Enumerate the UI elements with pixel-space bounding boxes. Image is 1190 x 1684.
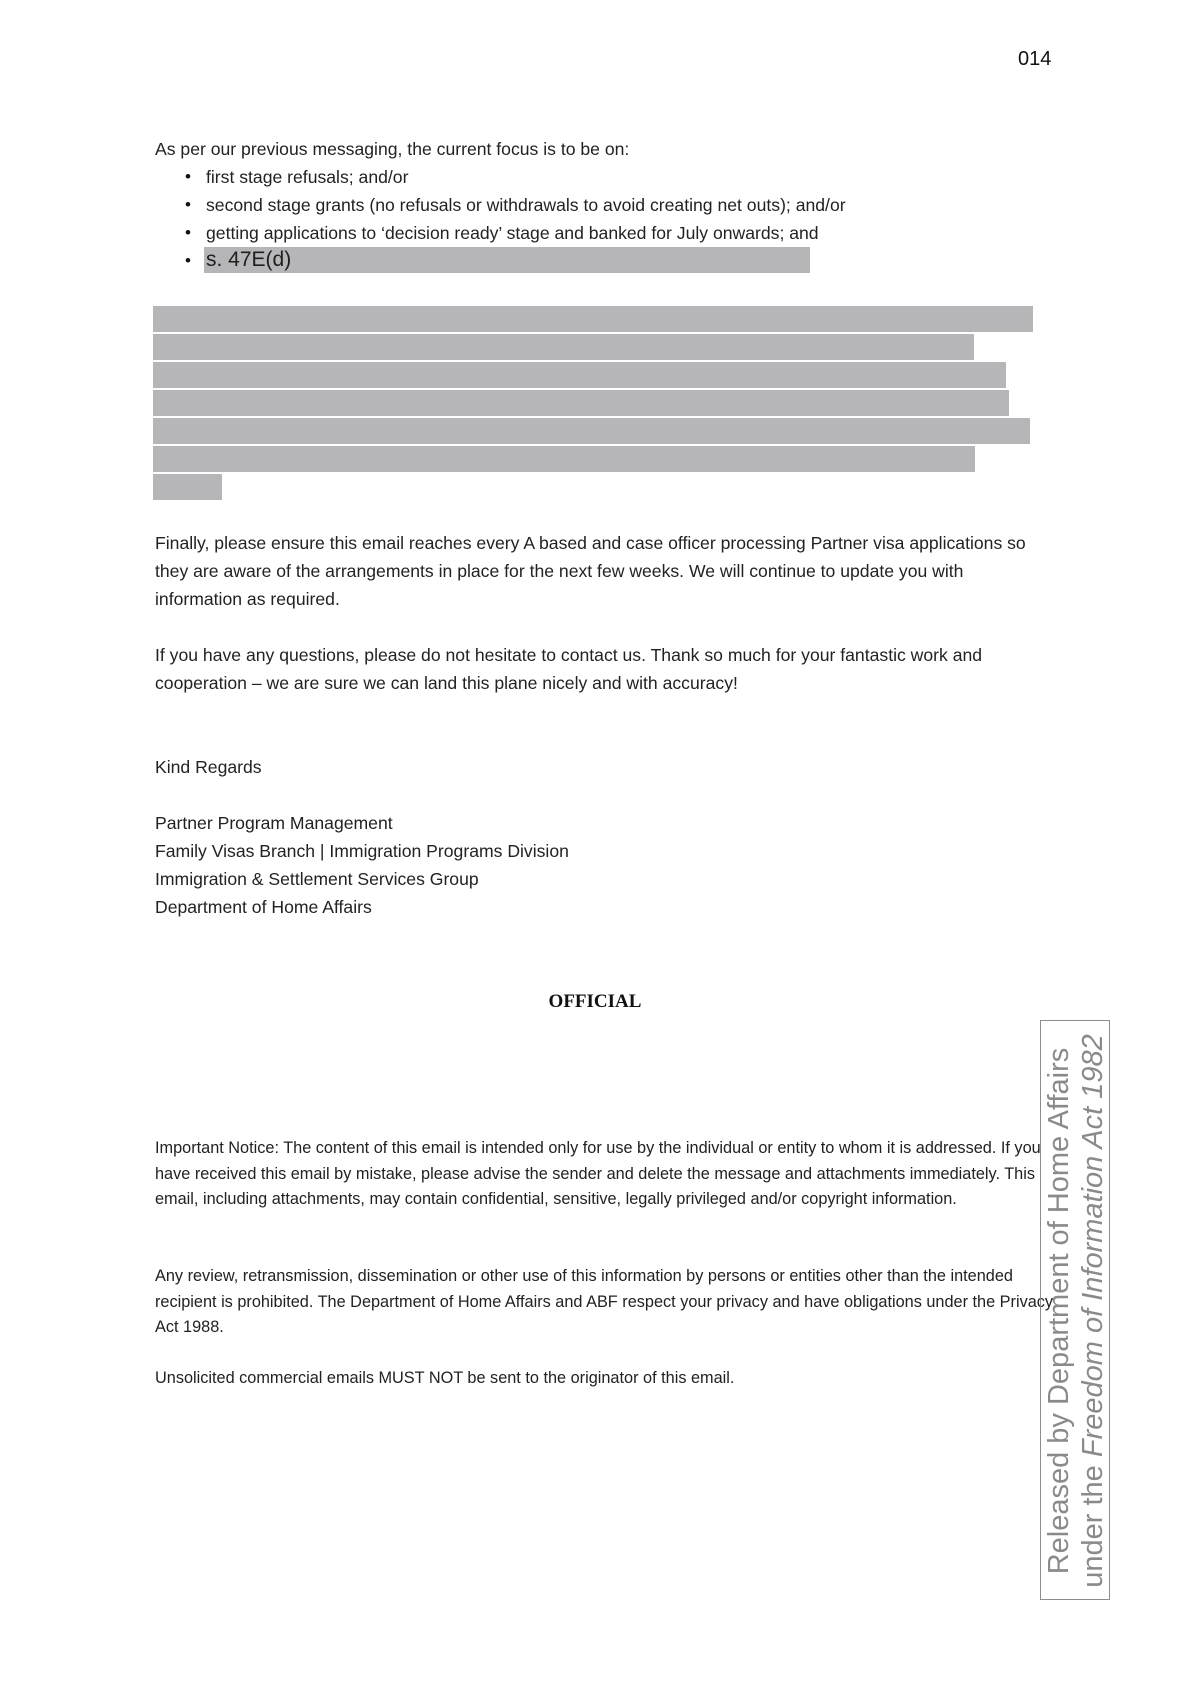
important-notice: Important Notice: The content of this email is intended only for use by the individual or entity to whom it is addressed. If you have received this email by mistake, please advise the sender and delete the message and attachments immediately. This email, including attachments, may contain confidential, sensitive, legally privileged and/or copyright information.	[155, 1139, 1041, 1208]
redaction-label: s. 47E(d)	[204, 247, 810, 273]
list-item: • getting applications to ‘decision ready’ stage and banked for July onwards; and	[155, 219, 846, 247]
list-item: • first stage refusals; and/or	[155, 163, 846, 191]
stamp-line	[1076, 1021, 1110, 1601]
redaction-bar	[153, 334, 974, 360]
redaction-bar	[153, 306, 1033, 332]
questions-paragraph: If you have any questions, please do not hesitate to contact us. Thank so much for your fantastic work and cooperation – we are sure we can land this plane nicely and with accuracy!	[155, 645, 983, 693]
unsolicited-notice: Unsolicited commercial emails MUST NOT be sent to the originator of this email.	[155, 1369, 735, 1387]
closing-regards: Kind Regards	[155, 757, 262, 777]
redaction-bar	[153, 418, 1030, 444]
signature-block	[155, 809, 1055, 921]
classification-label: OFFICIAL	[548, 991, 642, 1012]
redaction-bar	[153, 390, 1009, 416]
signature-line: Partner Program Management	[155, 813, 393, 833]
redaction-bar	[153, 446, 975, 472]
signature-line: Family Visas Branch | Immigration Programs Division	[155, 841, 569, 861]
stamp-act-name: Freedom of Information Act 1982	[1077, 1034, 1109, 1458]
page-number: 014	[1018, 48, 1052, 70]
signature-line: Immigration & Settlement Services Group	[155, 869, 479, 889]
signature-line: Department of Home Affairs	[155, 897, 372, 917]
focus-list	[155, 163, 846, 275]
intro-text: As per our previous messaging, the current focus is to be on:	[155, 139, 630, 159]
review-notice: Any review, retransmission, dissemination or other use of this information by persons or entities other than the intended recipient is prohibited. The Department of Home Affairs and ABF respect your privacy and have obligations under the Privacy Act 1988.	[155, 1267, 1054, 1336]
redaction-bar	[153, 474, 222, 500]
redacted-list-item	[155, 247, 846, 275]
list-item: • second stage grants (no refusals or withdrawals to avoid creating net outs); and/or	[155, 191, 846, 219]
stamp-prefix: under the	[1077, 1457, 1109, 1588]
stamp-text	[1042, 1021, 1110, 1601]
redaction-bar	[153, 362, 1006, 388]
final-paragraph: Finally, please ensure this email reaches every A based and case officer processing Partner visa applications so they are aware of the arrangements in place for the next few weeks. We will continue to update you with information as required.	[155, 533, 1026, 609]
stamp-line: Released by Department of Home Affairs	[1043, 1047, 1075, 1575]
foi-release-stamp	[1040, 1020, 1110, 1600]
